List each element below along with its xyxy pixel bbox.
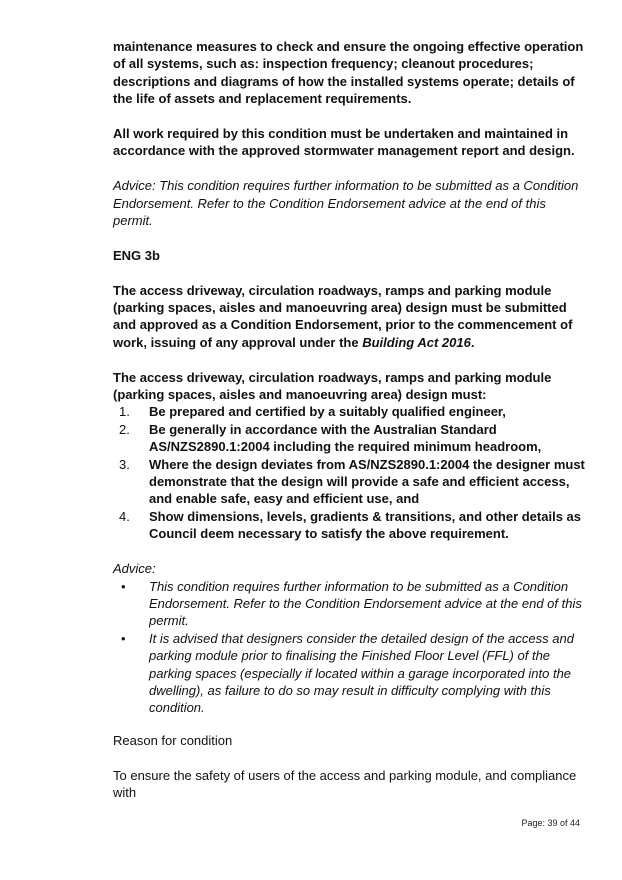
list-item: • It is advised that designers consider the detailed design of the access and parking module prior to finalising the Finished Floor Level (FFL) of the parking spaces (especially if located within a garage incorporated into the dwelling), as failure to do so may result in difficulty complying with this condition. [121,630,574,716]
list-item: 3. Where the design deviates from AS/NZS2890.1:2004 the designer must demonstrate that the design will provide a safe and efficient access, and enable safe, easy and efficient use, and [119,456,585,507]
requirements-list [113,403,585,542]
design-requirements-intro: The access driveway, circulation roadways, ramps and parking module (parking spaces, aisles and manoeuvring area) design must: [113,369,552,403]
maintenance-paragraph: maintenance measures to check and ensure the ongoing effective operation of all systems, such as: inspection frequency; cleanout procedures; descriptions and diagrams of how the installed systems operate; details of the life of assets and replacement requirements. [113,39,584,107]
document-body [113,38,585,801]
list-item: 4. Show dimensions, levels, gradients & transitions, and other details as Council deem necessary to satisfy the above requirement. [119,508,581,542]
bullet-icon: • [121,630,126,646]
list-item: 2. Be generally in accordance with the Australian Standard AS/NZS2890.1:2004 including the required minimum headroom, [119,421,542,455]
driveway-design-paragraph: The access driveway, circulation roadways, ramps and parking module (parking spaces, aisles and manoeuvring area) design must be submitted and approved as a Condition Endorsement, prior to the commencement of work, issuing of any approval under the Building Act 2016. [113,282,573,350]
reason-heading: Reason for condition [113,732,233,748]
list-item: • This condition requires further information to be submitted as a Condition Endorsement. Refer to the Condition Endorsement advice at the end of this permit. [121,578,582,629]
advice-label: Advice: [113,561,156,577]
condition-heading: ENG 3b [113,247,160,263]
list-item: 1. Be prepared and certified by a suitably qualified engineer, [119,404,506,420]
advice-paragraph: Advice: This condition requires further information to be submitted as a Condition Endorsement. Refer to the Condition Endorsement advice at the end of this permit. [113,178,579,229]
advice-list [113,578,585,717]
reason-paragraph: To ensure the safety of users of the access and parking module, and compliance with [113,767,577,800]
stormwater-paragraph: All work required by this condition must be undertaken and maintained in accordance with the approved stormwater management report and design. [113,126,575,159]
page-number: Page: 39 of 44 [521,818,580,828]
building-act-reference: Building Act 2016 [362,334,471,350]
bullet-icon: • [121,578,126,594]
